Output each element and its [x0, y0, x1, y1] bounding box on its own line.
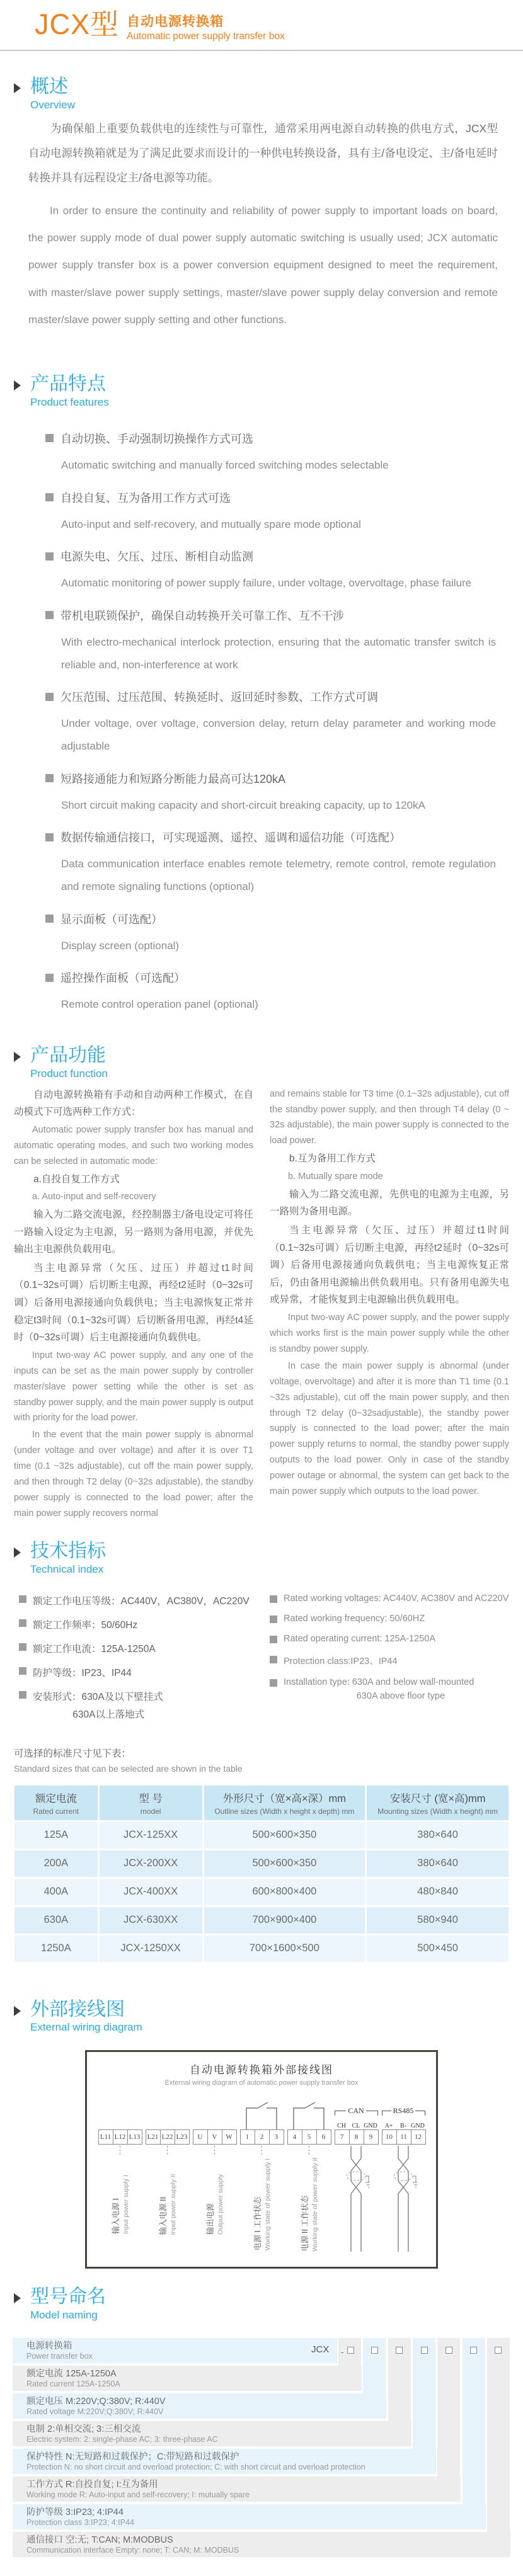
feature-item: [45, 430, 498, 477]
header-en: Outline sizes (Width x height x depth) mm: [214, 1806, 355, 1816]
naming-row-en: Rated voltage M:220V;Q:380V; R:440V: [26, 2407, 164, 2416]
terminal: 10: [382, 2129, 397, 2145]
wiring-title-en: External wiring diagram of automatic power supply transfer box: [164, 2079, 359, 2087]
function-right-column: [270, 1086, 509, 1523]
group-label-zh: 电源 II 工作状态: [301, 2195, 309, 2252]
rs485-bus-label: [382, 2106, 425, 2130]
table-header-cell: [100, 1786, 202, 1820]
feature-item: [45, 829, 498, 898]
model-placeholder-box: [347, 2347, 354, 2354]
tech-spec: Protection class:IP23、IP44: [284, 1656, 398, 1667]
function-paragraph: Input two-way AC power supply, and the power supply which works first is the main power supply while the other is standby power supply.: [270, 1312, 509, 1354]
spacer: [0, 1523, 523, 1541]
naming-row-en: Rated current 125A-1250A: [26, 2379, 120, 2388]
function-paragraph: a.自投自复工作方式: [33, 1173, 120, 1185]
terminal: 6: [316, 2129, 331, 2145]
bullet-square-icon: [19, 1595, 26, 1603]
feature-en: Remote control operation panel (optional): [61, 998, 258, 1011]
bullet-square-icon: [45, 434, 54, 442]
cell: 380×640: [367, 1822, 509, 1849]
feature-en: Auto-input and self-recovery, and mutually spare mode optional: [61, 518, 361, 530]
tech-spec: 防护等级：IP23、IP44: [33, 1667, 132, 1678]
terminal: L21: [146, 2129, 161, 2145]
model-placeholder-box: [445, 2347, 452, 2354]
feature-en: Automatic switching and manually forced switching modes selectable: [61, 459, 389, 471]
model-dash: -: [341, 2347, 344, 2357]
section-heading-zh: 技术指标: [30, 1541, 106, 1562]
terminal-group-input1: [98, 2093, 142, 2263]
wiring-diagram: [85, 2050, 438, 2269]
group-label-en: Output power supply: [217, 2174, 224, 2235]
section-heading-en: Overview: [30, 98, 75, 111]
function-columns: [0, 1080, 523, 1523]
section-naming-heading: [0, 2286, 523, 2322]
feature-en: Under voltage, over voltage, conversion delay, return delay parameter and working mode adjustable: [61, 717, 496, 752]
group-label-zh: 电源 I 工作状态: [253, 2196, 262, 2251]
section-arrow-icon: [14, 2293, 21, 2303]
naming-row-en: Communication interface Empty: none; T: CAN; M: MODBUS: [26, 2545, 239, 2555]
feature-en: Data communication interface enables remote telemetry, remote control, remote regulation and remote signaling functions (optional): [61, 858, 496, 893]
naming-row-en: Protection N: no short circuit and overload protection; C: with short circuit and overload protection: [26, 2462, 365, 2471]
page-header: [0, 0, 523, 42]
terminal: U: [193, 2129, 208, 2145]
features-list: [0, 409, 523, 1016]
function-paragraph: b.互为备用工作方式: [289, 1153, 376, 1165]
tech-spec: 额定工作电流：125A-1250A: [33, 1643, 156, 1655]
section-heading-en: Product function: [30, 1067, 108, 1080]
cell: 380×640: [367, 1850, 509, 1877]
contact-switch-icon: [239, 2100, 284, 2129]
feature-en: With electro-mechanical interlock protection, ensuring that the automatic transfer switch is reliable and, non-interference at work: [61, 635, 496, 671]
model-prefix: JCX: [311, 2344, 330, 2355]
pin-label: B-: [400, 2123, 406, 2130]
section-heading-zh: 外部接线图: [30, 1998, 125, 2020]
naming-row: [13, 2366, 362, 2391]
can-label: CAN: [348, 2106, 364, 2116]
section-overview-heading: [0, 76, 523, 111]
function-left-column: [14, 1086, 253, 1523]
technical-columns: [0, 1576, 523, 1721]
naming-row: [13, 2338, 337, 2363]
terminal: L12: [113, 2129, 128, 2145]
terminal-group-rs485: [382, 2093, 425, 2263]
feature-zh: 遥控操作面板（可选配）: [60, 972, 185, 985]
section-heading-zh: 概述: [30, 76, 68, 97]
rs485-label: RS485: [393, 2106, 414, 2116]
terminal: 7: [335, 2129, 350, 2145]
bullet-square-icon: [19, 1667, 26, 1675]
sizes-table: [13, 1784, 510, 1964]
function-paragraph: 自动电源转换箱有手动和自动两种工作模式，在自动模式下可选两种工作方式：: [14, 1089, 253, 1118]
model-placeholder-box: [396, 2347, 403, 2354]
section-heading-zh: 产品特点: [30, 373, 106, 395]
header-zh: 额定电流: [35, 1792, 77, 1804]
table-header-row: [14, 1786, 509, 1820]
feature-en: Display screen (optional): [61, 939, 180, 952]
section-heading-en: External wiring diagram: [30, 2021, 142, 2034]
cell: 600×800×400: [204, 1879, 365, 1905]
table-row: [14, 1907, 509, 1934]
section-features-heading: [0, 373, 523, 409]
table-header-cell: [204, 1786, 365, 1820]
group-label-zh: 输出电源: [206, 2203, 215, 2235]
function-paragraph: In the event that the main power supply is abnormal (under voltage and over voltage) and after it is over T1 time (0.1 ~32s adjustable), cut off the main power supply, and then through T2 delay (0~32s adjustable), the standby power supply is connected to the load power; after the main power supply recovers normal: [14, 1430, 253, 1519]
overview-paragraph-zh: 为确保船上重要负载供电的连续性与可靠性，通常采用两电源自动转换的供电方式，JCX型自动电源转换箱就是为了满足此要求而设计的一种供电转换设备，具有主/备电设定、主/备电延时转换并具有远程设定主/备电源等功能。: [28, 122, 498, 185]
cell: JCX-400XX: [100, 1879, 202, 1905]
bullet-square-icon: [45, 915, 54, 923]
function-paragraph: Automatic power supply transfer box has manual and automatic operating modes, and such two working modes can be selected in automatic mode:: [14, 1124, 253, 1166]
naming-row: [13, 2532, 510, 2557]
terminal: L22: [160, 2129, 175, 2145]
section-arrow-icon: [14, 1547, 21, 1558]
naming-row-en: Electric system: 2: single-phase AC; 3: three-phase AC: [26, 2434, 218, 2444]
product-model-title: JCX型: [35, 8, 120, 40]
tech-spec-line2: 630A以上落地式: [72, 1709, 144, 1720]
section-technical-heading: [0, 1541, 523, 1576]
naming-row-zh: 防护等级 3:IP23; 4:IP44: [26, 2507, 124, 2517]
cell: 580×940: [367, 1907, 509, 1934]
naming-row-zh: 保护特性 N:无短路和过载保护；C:带短路和过载保护: [26, 2451, 239, 2462]
cell: 700×1600×500: [204, 1935, 365, 1962]
feature-item: [45, 548, 498, 595]
naming-row-zh: 电源转换箱: [26, 2340, 72, 2351]
naming-row: [13, 2449, 436, 2474]
feature-item: [45, 607, 498, 676]
naming-row: [13, 2476, 461, 2502]
header-zh: 安装尺寸 (宽×高)mm: [389, 1792, 486, 1804]
bullet-square-icon: [19, 1691, 26, 1699]
bullet-square-icon: [45, 552, 54, 561]
terminal-group-state1: [240, 2093, 284, 2263]
function-paragraph: Input two-way AC power supply, and any one of the inputs can be set as the main power supply by controller master/slave power setting while the other is set as standby power supply, and the main power supply is output with priority for the load power.: [14, 1350, 253, 1423]
model-placeholder-box: [421, 2347, 428, 2354]
bracket-line: [335, 2111, 347, 2116]
twisted-pair-icon: [342, 2146, 370, 2253]
section-arrow-icon: [14, 380, 21, 390]
feature-en: Automatic monitoring of power supply failure, under voltage, overvoltage, phase failure: [61, 577, 472, 590]
table-row: [14, 1850, 509, 1877]
model-placeholder-box: [470, 2347, 477, 2354]
feature-item: [45, 911, 498, 957]
naming-column-strip: [487, 2338, 510, 2557]
terminal-strip: [92, 2093, 431, 2263]
naming-column-strip: [463, 2338, 485, 2529]
naming-row: [13, 2393, 386, 2419]
naming-row-en: Protection class 3:IP23; 4:IP44: [26, 2517, 134, 2527]
model-naming-diagram: [13, 2338, 510, 2557]
table-header-cell: [367, 1786, 509, 1820]
cell: 480×840: [367, 1879, 509, 1905]
feature-item: [45, 969, 498, 1016]
cell: 400A: [14, 1879, 98, 1905]
bullet-square-icon: [45, 974, 54, 982]
feature-zh: 自动切换、手动强制切换操作方式可选: [60, 432, 253, 445]
naming-row-zh: 电制 2:单相交流; 3:三相交流: [26, 2424, 141, 2434]
product-titles: [127, 11, 285, 42]
terminal: 12: [411, 2129, 426, 2145]
tech-spec: Rated operating current: 125A-1250A: [284, 1633, 436, 1644]
bullet-square-icon: [270, 1656, 277, 1663]
technical-left-column: [19, 1583, 258, 1721]
group-label-zh: 输入电源 II: [159, 2197, 168, 2235]
table-row: [14, 1822, 509, 1849]
spacer: [0, 2269, 523, 2286]
section-heading-en: Product features: [30, 396, 109, 408]
terminal: 11: [396, 2129, 411, 2145]
bullet-square-icon: [45, 493, 54, 501]
feature-zh: 数据传输通信接口，可实现遥测、遥控、遥调和遥信功能（可选配）: [60, 831, 401, 845]
feature-zh: 显示面板（可选配）: [60, 913, 163, 926]
terminal: L11: [98, 2129, 113, 2145]
terminal: 1: [240, 2129, 255, 2145]
naming-row-en: Working mode R: Auto-input and self-recovery; I: mutually spare: [26, 2490, 250, 2499]
terminal: W: [222, 2129, 237, 2145]
bullet-square-icon: [45, 774, 54, 782]
bullet-square-icon: [270, 1636, 277, 1643]
group-label-en: Input power supply II: [170, 2174, 177, 2235]
table-header-cell: [14, 1786, 98, 1820]
bracket-line: [366, 2111, 378, 2116]
terminal: 9: [364, 2129, 379, 2145]
terminal: L13: [127, 2129, 142, 2145]
tech-spec: 安装形式：630A及以下壁挂式: [33, 1691, 163, 1702]
function-paragraph: 当主电源异常（欠压、过压）并超过t1时间（0.1~32s可调）后切断主电源，再经t2延时（0~32s可调）后备用电源接通向负载供电；当主电源恢复正常并稳定t3时间（0.1~32s可调）后切断备用电源，再经t4延时（0~32s可调）后主电源接通向负载供电。: [14, 1262, 253, 1343]
header-en: Mounting sizes (Width x height) mm: [377, 1806, 498, 1816]
model-placeholder-box: [371, 2347, 378, 2354]
feature-item: [45, 770, 498, 817]
cell: JCX-630XX: [100, 1907, 202, 1934]
cell: 125A: [14, 1822, 98, 1849]
product-title-zh: 自动电源转换箱: [127, 14, 224, 29]
sizes-intro: [0, 1721, 523, 1774]
product-title-en: Automatic power supply transfer box: [127, 31, 285, 42]
naming-row: [13, 2421, 411, 2446]
tech-spec: 额定工作电压等级：AC440V，AC380V，AC220V: [33, 1595, 250, 1607]
terminal-group-can: [335, 2093, 378, 2263]
section-arrow-icon: [14, 1052, 21, 1062]
tech-spec-line2: 630A above floor type: [356, 1690, 445, 1701]
naming-row-zh: 额定电流 125A-1250A: [26, 2368, 117, 2379]
section-arrow-icon: [14, 83, 21, 93]
cell: 1250A: [14, 1935, 98, 1962]
function-paragraph: 输入为二路交流电源，经控制器主/备电设定可将任一路输入设定为主电源，另一路则为备用电源，并优先输出主电源供负载用电。: [14, 1209, 253, 1255]
naming-row: [13, 2504, 486, 2529]
table-row: [14, 1935, 509, 1962]
function-paragraph: b. Mutually spare mode: [288, 1171, 383, 1182]
twisted-pair-icon: [389, 2146, 417, 2253]
terminal-group-output: [193, 2093, 236, 2263]
function-paragraph: 当主电源异常（欠压、过压）并超过t1时间（0.1~32s可调）后切断主电源，再经t2延时（0~32s可调）后备用电源接通向负载供电；当主电源恢复正常后，仍由备用电源输出供负载用电。只有备用电源失电或异常，才能恢复到主电源输出供负载用电。: [270, 1225, 509, 1306]
function-paragraph: In case the main power supply is abnormal (under voltage, overvoltage) and after it is more than T1 time (0.1 ~32s adjustable), cut off the main power supply, and then through T2 delay (0~32sadjustable), the standby power supply is connected to the load power; after the main power supply returns to normal, the standby power supply outputs to the load power. Only in case of the standby power outage or abnormal, the system can get back to the main power supply which outputs to the load power.: [270, 1360, 509, 1497]
sizes-intro-zh: 可选择的标准尺寸见下表：: [14, 1748, 132, 1759]
terminal: 4: [287, 2129, 302, 2145]
pin-label: GND: [411, 2123, 425, 2130]
tech-spec: Rated working voltages: AC440V, AC380V and AC220V: [284, 1593, 509, 1604]
header-en: Rated current: [33, 1806, 79, 1816]
spacer: [0, 1964, 523, 1999]
function-paragraph: and remains stable for T3 time (0.1~32s adjustable), cut off the standby power supply, and then through T4 delay (0 ~ 32s adjustable), the main power supply is connected to the load power.: [270, 1088, 509, 1146]
cell: 200A: [14, 1850, 98, 1877]
terminal: 5: [302, 2129, 317, 2145]
cell: JCX-200XX: [100, 1850, 202, 1877]
group-label-en: Working state of power supply II: [311, 2157, 319, 2252]
section-arrow-icon: [14, 2006, 21, 2016]
cell: 500×600×350: [204, 1850, 365, 1877]
section-heading-zh: 产品功能: [30, 1045, 106, 1066]
pin-label: GND: [364, 2123, 377, 2130]
group-label-zh: 输入电源 I: [112, 2198, 120, 2235]
terminal-group-state2: [287, 2093, 331, 2263]
cell: 500×450: [367, 1935, 509, 1962]
spacer: [0, 1020, 523, 1045]
bullet-square-icon: [45, 833, 54, 841]
section-wiring-heading: [0, 1999, 523, 2034]
technical-right-column: [270, 1583, 509, 1721]
bullet-square-icon: [270, 1616, 277, 1623]
feature-zh: 带机电联锁保护，确保自动转换开关可靠工作、互不干涉: [60, 609, 344, 622]
terminal: 8: [349, 2129, 364, 2145]
table-row: [14, 1879, 509, 1905]
wiring-title-zh: 自动电源转换箱外部接线图: [190, 2064, 333, 2077]
cell: JCX-125XX: [100, 1822, 202, 1849]
terminal: L23: [175, 2129, 190, 2145]
overview-paragraph-en: In order to ensure the continuity and reliability of power supply to important loads on board, the power supply mode of dual power supply automatic switching is usually used; JCX automatic power supply transfer box is a power conversion equipment designed to meet the requirement, with master/slave power supply settings, master/slave power supply delay conversion and remote master/slave power supply setting and other functions.: [28, 204, 498, 326]
dashed-connector: [214, 2146, 215, 2155]
cell: 500×600×350: [204, 1822, 365, 1849]
feature-item: [45, 489, 498, 536]
section-function-heading: [0, 1045, 523, 1080]
function-paragraph: 输入为二路交流电源，先供电的电源为主电源，另一路则为备用电源。: [270, 1188, 509, 1217]
bracket-line: [382, 2111, 391, 2116]
cell: 700×900×400: [204, 1907, 365, 1934]
feature-zh: 自投自复、互为备用工作方式可选: [60, 491, 231, 504]
feature-zh: 短路接通能力和短路分断能力最高可达120kA: [60, 772, 286, 785]
model-placeholder-box: [495, 2347, 502, 2354]
spacer: [0, 333, 523, 373]
section-heading-en: Technical index: [30, 1563, 104, 1575]
header-zh: 外形尺寸（宽×高×深）mm: [222, 1792, 346, 1804]
tech-spec: Rated working frequency: 50/60HZ: [284, 1613, 425, 1624]
terminal-group-input2: [146, 2093, 189, 2263]
tech-spec: Installation type: 630A and below wall-mounted: [284, 1677, 474, 1687]
naming-row-zh: 通信接口 空:无; T:CAN; M:MODBUS: [26, 2534, 173, 2545]
dashed-connector: [167, 2146, 168, 2155]
pin-label: A+: [384, 2123, 393, 2130]
terminal: 2: [255, 2129, 270, 2145]
function-paragraph: a. Auto-input and self-recovery: [32, 1192, 156, 1202]
bullet-square-icon: [270, 1595, 277, 1603]
section-heading-en: Model naming: [30, 2308, 98, 2321]
cell: JCX-1250XX: [100, 1935, 202, 1962]
feature-zh: 欠压范围、过压范围、转换延时、返回延时参数、工作方式可调: [60, 691, 378, 704]
header-zh: 型 号: [139, 1792, 163, 1804]
section-heading-zh: 型号命名: [30, 2286, 106, 2308]
terminal: 3: [269, 2129, 284, 2145]
pin-label: CL: [352, 2123, 360, 2130]
terminal: V: [207, 2129, 222, 2145]
bullet-square-icon: [45, 693, 54, 701]
bullet-square-icon: [45, 611, 54, 619]
pin-label: CH: [337, 2123, 346, 2130]
group-label-en: Input power supply I: [122, 2175, 130, 2235]
feature-zh: 电源失电、欠压、过压、断相自动监测: [60, 550, 253, 564]
spacer: [0, 51, 523, 76]
can-bus-label: [335, 2106, 378, 2130]
group-label-en: Working state of power supply I: [264, 2158, 272, 2251]
feature-en: Short circuit making capacity and short-circuit breaking capacity, up to 120kA: [61, 799, 425, 811]
tech-spec: 额定工作频率：50/60Hz: [33, 1619, 138, 1631]
header-en: model: [140, 1806, 161, 1816]
feature-item: [45, 688, 498, 757]
sizes-intro-en: Standard sizes that can be selected are shown in the table: [14, 1763, 243, 1774]
bullet-square-icon: [19, 1643, 26, 1651]
contact-switch-icon: [286, 2100, 331, 2129]
bullet-square-icon: [19, 1619, 26, 1627]
naming-row-zh: 额定电压 M:220V;Q:380V; R:440V: [26, 2396, 166, 2407]
naming-row-zh: 工作方式 R:自投自复; I:互为备用: [26, 2479, 158, 2490]
overview-body: [0, 111, 523, 334]
cell: 630A: [14, 1907, 98, 1934]
naming-row-en: Power transfer box: [26, 2351, 93, 2361]
bracket-line: [415, 2111, 425, 2116]
bullet-square-icon: [270, 1679, 277, 1687]
